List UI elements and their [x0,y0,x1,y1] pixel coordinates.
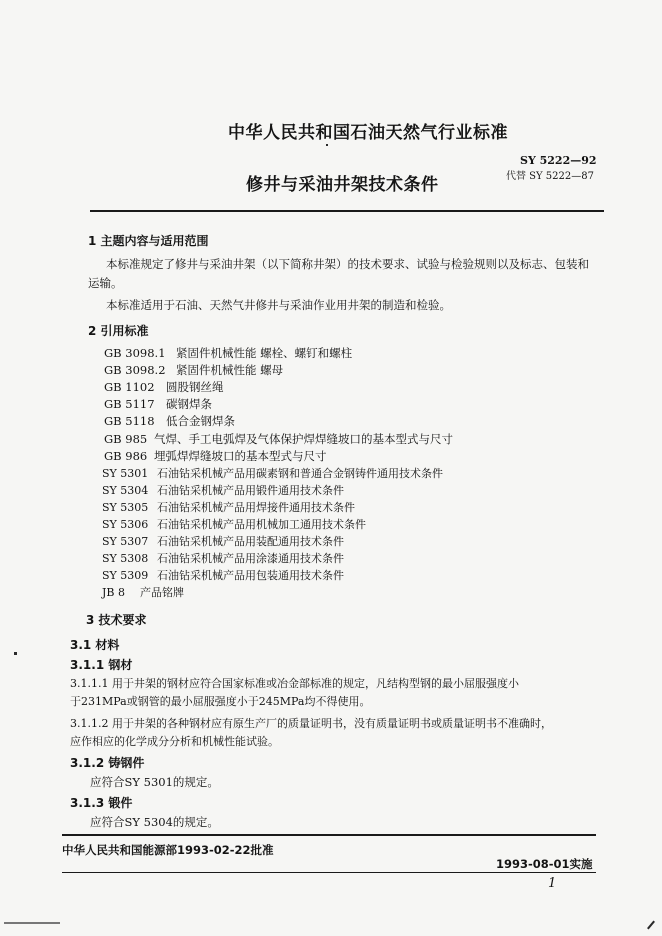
reference-item: GB 5118 低合金钢焊条 [104,414,235,428]
reference-item: SY 5306 石油钻采机械产品用机械加工通用技术条件 [102,518,366,531]
reference-item: SY 5307 石油钻采机械产品用装配通用技术条件 [102,535,344,548]
reference-item: SY 5304 石油钻采机械产品用锻件通用技术条件 [102,484,344,497]
scan-mark [4,922,60,924]
scan-mark [647,921,655,930]
approval-line: 中华人民共和国能源部1993-02-22批准 [62,843,274,857]
section-1-heading: 1 主题内容与适用范围 [88,234,209,248]
section-3-heading: 3 技术要求 [86,613,147,627]
section-3-1-1-2-line2: 应作相应的化学成分分析和机械性能试验。 [70,735,279,748]
footer-divider-bottom [62,872,596,873]
section-3-1-2-heading: 3.1.2 铸钢件 [70,756,145,770]
section-1-para1-line2: 运输。 [88,276,123,290]
footer-divider [62,834,596,836]
reference-item: GB 985 气焊、手工电弧焊及气体保护焊焊缝坡口的基本型式与尺寸 [104,432,453,446]
reference-item: JB 8 产品铭牌 [102,586,184,599]
section-1-para2: 本标准适用于石油、天然气井修井与采油作业用井架的制造和检验。 [106,298,451,312]
document-title: 修井与采油井架技术条件 [246,175,439,195]
section-3-1-1-1-line1: 3.1.1.1 用于井架的钢材应符合国家标准或冶金部标准的规定，凡结构型钢的最小屈服强度小 [70,677,519,690]
scan-mark [326,144,328,146]
reference-item: SY 5308 石油钻采机械产品用涂漆通用技术条件 [102,552,344,565]
section-3-1-2-text: 应符合SY 5301的规定。 [90,775,219,789]
section-3-1-1-2-line1: 3.1.1.2 用于井架的各种钢材应有原生产厂的质量证明书，没有质量证明书或质量证明书不准确时， [70,717,552,730]
section-2-heading: 2 引用标准 [88,324,149,338]
standard-code: SY 5222—92 [520,154,597,167]
reference-item: SY 5309 石油钻采机械产品用包装通用技术条件 [102,569,344,582]
page-number: 1 [548,876,557,891]
section-3-1-3-heading: 3.1.3 锻件 [70,796,133,810]
header-divider [90,210,604,212]
effective-date: 1993-08-01实施 [496,857,593,871]
reference-item: GB 986 埋弧焊焊缝坡口的基本型式与尺寸 [104,449,327,463]
section-3-1-1-1-line2: 于231MPa或钢管的最小屈服强度小于245MPa均不得使用。 [70,695,371,708]
section-3-1-3-text: 应符合SY 5304的规定。 [90,815,219,829]
reference-item: GB 3098.2 紧固件机械性能 螺母 [104,363,284,377]
reference-item: SY 5305 石油钻采机械产品用焊接件通用技术条件 [102,501,355,514]
scan-mark [14,652,17,655]
section-1-para1-line1: 本标准规定了修井与采油井架（以下简称井架）的技术要求、试验与检验规则以及标志、包装和 [106,257,589,271]
reference-item: GB 1102 圆股钢丝绳 [104,380,224,394]
reference-item: GB 5117 碳钢焊条 [104,397,212,411]
reference-item: GB 3098.1 紧固件机械性能 螺栓、螺钉和螺柱 [104,346,353,360]
section-3-1-1-heading: 3.1.1 钢材 [70,658,133,672]
standard-org: 中华人民共和国石油天然气行业标准 [228,123,508,143]
section-3-1-heading: 3.1 材料 [70,638,120,652]
reference-item: SY 5301 石油钻采机械产品用碳素钢和普通合金钢铸件通用技术条件 [102,467,443,480]
replaces-code: 代替 SY 5222—87 [506,171,594,182]
